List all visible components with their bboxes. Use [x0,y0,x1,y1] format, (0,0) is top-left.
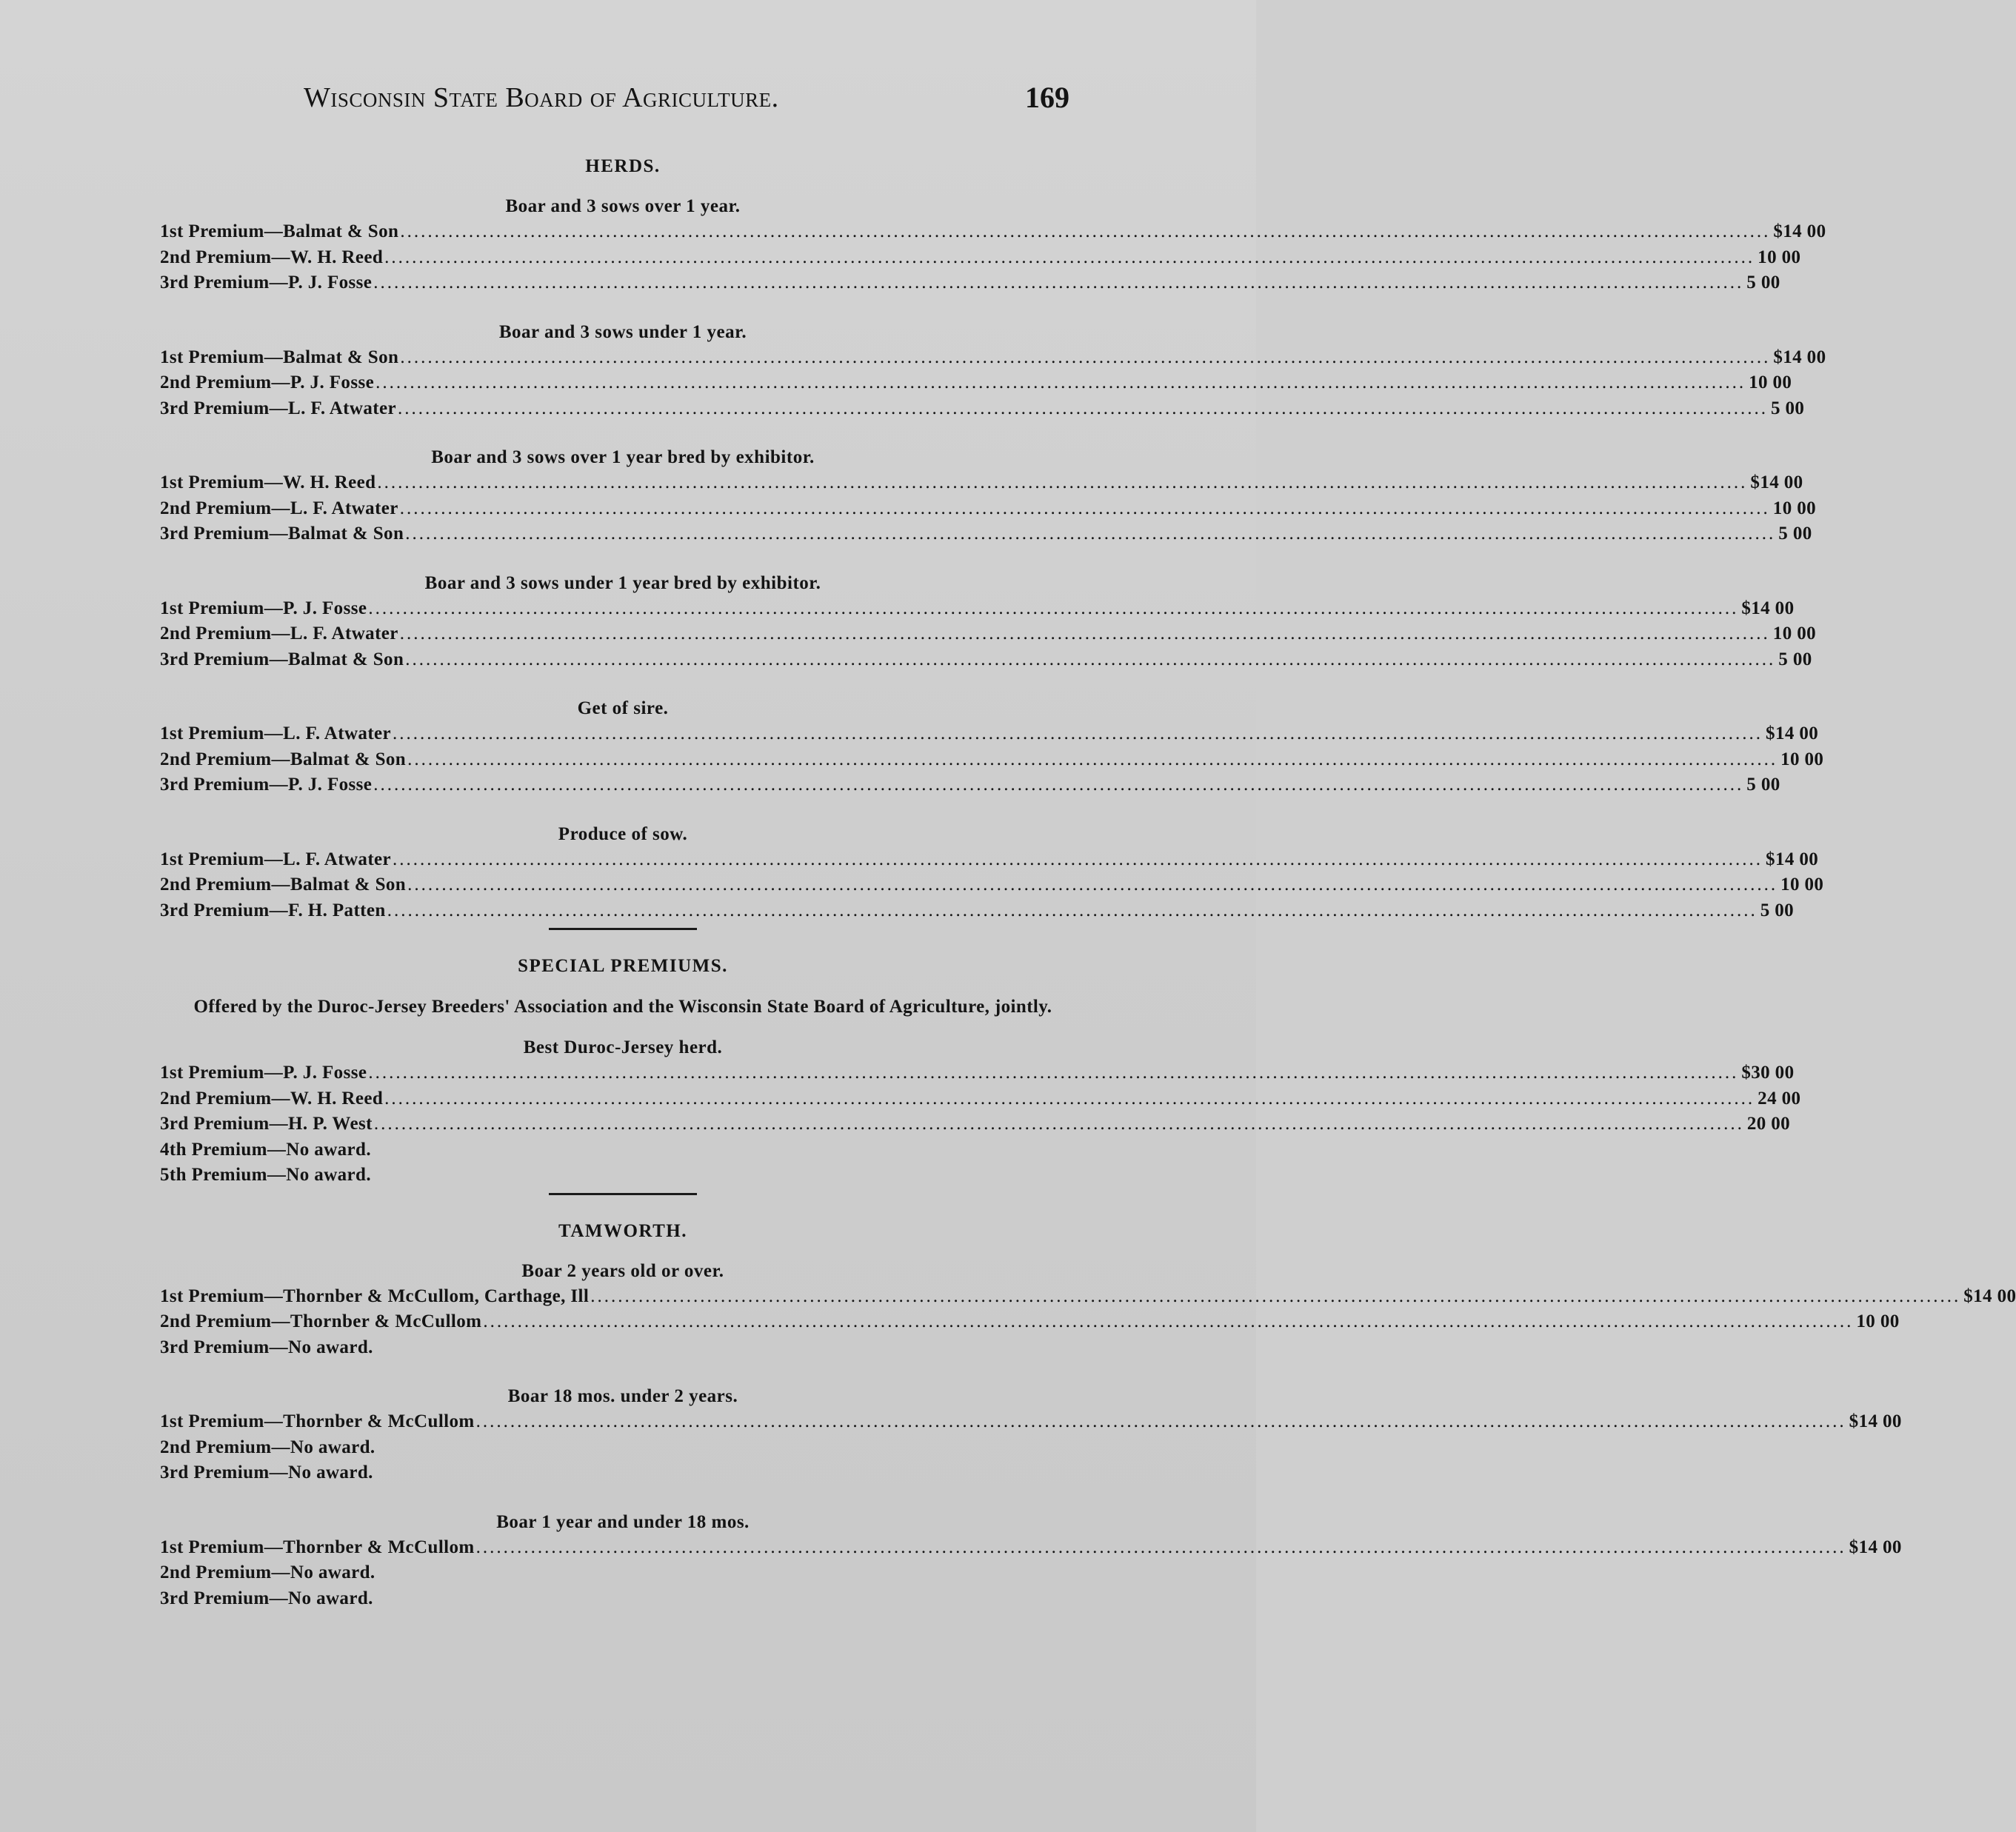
class-block [160,1259,2016,1361]
dot-leader: ........................................................................................................................................................................................................ [393,723,1763,743]
premium-row [160,1137,1086,1163]
premium-amount: 5 00 [1778,649,1812,669]
dot-leader: ........................................................................................................................................................................................................ [407,875,1778,895]
premium-label: 2nd Premium—Balmat & Son [160,749,407,769]
class-block [160,1035,1801,1189]
premium-label: 1st Premium—P. J. Fosse [160,598,367,618]
premium-row [160,496,1817,522]
premium-row [160,370,1792,396]
premium-row [160,219,1826,245]
dot-leader: ........................................................................................................................................................................................................ [368,598,1739,618]
premium-label: 1st Premium—L. F. Atwater [160,849,392,869]
premium-amount: $14 00 [1773,221,1826,241]
premium-label: 1st Premium—Thornber & McCullom [160,1411,475,1431]
dot-leader: ........................................................................................................................................................................................................ [373,775,1744,795]
premium-label: 2nd Premium—No award. [160,1562,376,1582]
premium-label: 3rd Premium—No award. [160,1337,373,1357]
premium-row [160,396,1805,422]
premium-row [160,1335,1086,1361]
premium-amount: $14 00 [1750,472,1803,492]
premium-row [160,721,1819,747]
section-title-herds: HERDS. [585,156,661,176]
premium-row [160,1409,1902,1435]
class-block [160,822,1824,924]
premium-label: 3rd Premium—H. P. West [160,1114,373,1134]
premium-label: 2nd Premium—No award. [160,1437,376,1457]
class-title: Boar 1 year and under 18 mos. [496,1511,750,1532]
premium-amount: 5 00 [1746,775,1780,795]
class-title: Boar and 3 sows over 1 year bred by exhibitor. [431,447,815,467]
class-title: Best Duroc-Jersey herd. [523,1037,723,1057]
class-block [160,1384,1902,1486]
dot-leader: ........................................................................................................................................................................................................ [399,624,1770,643]
premium-row [160,1586,1086,1612]
premium-row [160,596,1795,622]
class-title: Produce of sow. [558,823,688,844]
premium-row [160,772,1780,798]
premium-label: 5th Premium—No award. [160,1165,371,1185]
premium-amount: 10 00 [1780,875,1824,895]
dot-leader: ........................................................................................................................................................................................................ [376,372,1746,392]
premium-row [160,1535,1902,1561]
premium-label: 2nd Premium—W. H. Reed [160,1088,384,1109]
premium-row [160,747,1824,773]
premium-row [160,521,1812,547]
premium-amount: 5 00 [1746,273,1780,292]
class-block [160,194,1826,296]
class-title: Boar and 3 sows under 1 year bred by exhibitor. [424,572,821,593]
premium-amount: $14 00 [1963,1286,2016,1306]
premium-row [160,1560,1086,1586]
premium-row [160,1435,1086,1461]
premium-amount: 5 00 [1760,900,1795,920]
premium-row [160,270,1780,296]
class-block [160,320,1826,422]
premium-amount: $14 00 [1849,1411,1902,1431]
class-title: Boar and 3 sows under 1 year. [498,321,747,342]
premium-amount: 10 00 [1780,749,1824,769]
premium-row [160,245,1801,271]
premium-amount: 10 00 [1772,498,1817,518]
premium-label: 2nd Premium—W. H. Reed [160,247,384,267]
premium-amount: 10 00 [1749,372,1792,392]
premium-row [160,621,1817,647]
premium-label: 1st Premium—Balmat & Son [160,347,399,367]
premium-label: 3rd Premium—F. H. Patten [160,900,386,920]
premium-row [160,647,1812,673]
premium-label: 1st Premium—L. F. Atwater [160,723,392,743]
premium-amount: $14 00 [1849,1537,1902,1557]
dot-leader: ........................................................................................................................................................................................................ [387,900,1758,920]
running-head: Wisconsin State Board of Agriculture. [304,82,779,113]
special-note: Offered by the Duroc-Jersey Breeders' Association and the Wisconsin State Board of Agriculture, jointly. [193,997,1052,1017]
dot-leader: ........................................................................................................................................................................................................ [377,472,1748,492]
premium-row [160,898,1795,924]
premium-label: 2nd Premium—L. F. Atwater [160,624,398,643]
dot-leader: ........................................................................................................................................................................................................ [373,1114,1744,1134]
dot-leader: ........................................................................................................................................................................................................ [399,498,1770,518]
premium-amount: $14 00 [1766,723,1819,743]
dot-leader: ........................................................................................................................................................................................................ [405,649,1776,669]
premium-row [160,1309,1900,1335]
class-title: Boar and 3 sows over 1 year. [505,196,741,216]
premium-amount: 10 00 [1758,247,1801,267]
dot-leader: ........................................................................................................................................................................................................ [393,849,1763,869]
premium-row [160,1460,1086,1486]
dot-leader: ........................................................................................................................................................................................................ [590,1286,1961,1306]
premium-label: 3rd Premium—L. F. Atwater [160,398,396,418]
section-title-tamworth: TAMWORTH. [558,1220,687,1241]
premium-row [160,345,1826,371]
premium-row [160,1111,1791,1137]
class-block [160,696,1824,798]
page-content [160,154,2016,1611]
class-block [160,571,1817,673]
dot-leader: ........................................................................................................................................................................................................ [475,1411,1846,1431]
premium-label: 3rd Premium—Balmat & Son [160,524,404,544]
premium-label: 1st Premium—Thornber & McCullom, Carthage, Ill [160,1286,590,1306]
dot-leader: ........................................................................................................................................................................................................ [407,749,1778,769]
dot-leader: ........................................................................................................................................................................................................ [368,1063,1739,1083]
premium-amount: 24 00 [1758,1088,1801,1109]
premium-row [160,872,1824,898]
dot-leader: ........................................................................................................................................................................................................ [384,247,1755,267]
dot-leader: ........................................................................................................................................................................................................ [400,347,1771,367]
premium-label: 1st Premium—W. H. Reed [160,472,376,492]
premium-amount: 5 00 [1770,398,1805,418]
premium-row [160,1086,1801,1112]
class-block [160,445,1817,547]
premium-label: 2nd Premium—Balmat & Son [160,875,407,895]
premium-amount: $30 00 [1741,1063,1795,1083]
dot-leader: ........................................................................................................................................................................................................ [373,273,1744,292]
class-title: Boar 2 years old or over. [521,1260,724,1281]
premium-label: 3rd Premium—P. J. Fosse [160,273,373,292]
premium-amount: 5 00 [1778,524,1812,544]
premium-label: 1st Premium—Balmat & Son [160,221,399,241]
premium-row [160,1284,2016,1310]
premium-row [160,847,1819,873]
page-number: 169 [1025,81,1069,114]
premium-label: 2nd Premium—Thornber & McCullom [160,1311,482,1331]
premium-amount: 20 00 [1746,1114,1791,1134]
dot-leader: ........................................................................................................................................................................................................ [483,1311,1854,1331]
premium-label: 3rd Premium—No award. [160,1462,373,1482]
premium-label: 1st Premium—Thornber & McCullom [160,1537,475,1557]
premium-amount: $14 00 [1773,347,1826,367]
premium-amount: 10 00 [1856,1311,1900,1331]
dot-leader: ........................................................................................................................................................................................................ [384,1088,1755,1109]
premium-row [160,1163,1086,1189]
class-block [160,1510,1902,1612]
premium-label: 1st Premium—P. J. Fosse [160,1063,367,1083]
premium-row [160,1060,1795,1086]
dot-leader: ........................................................................................................................................................................................................ [397,398,1768,418]
section-title-special: SPECIAL PREMIUMS. [518,956,728,976]
premium-amount: 10 00 [1772,624,1817,643]
dot-leader: ........................................................................................................................................................................................................ [405,524,1776,544]
premium-label: 3rd Premium—Balmat & Son [160,649,404,669]
class-title: Get of sire. [577,698,669,718]
premium-label: 4th Premium—No award. [160,1139,371,1160]
dot-leader: ........................................................................................................................................................................................................ [400,221,1771,241]
premium-amount: $14 00 [1766,849,1819,869]
dot-leader: ........................................................................................................................................................................................................ [475,1537,1846,1557]
premium-row [160,470,1803,496]
premium-label: 3rd Premium—No award. [160,1588,373,1608]
premium-label: 2nd Premium—L. F. Atwater [160,498,398,518]
premium-label: 3rd Premium—P. J. Fosse [160,775,373,795]
premium-label: 2nd Premium—P. J. Fosse [160,372,375,392]
class-title: Boar 18 mos. under 2 years. [507,1386,738,1406]
premium-amount: $14 00 [1741,598,1795,618]
